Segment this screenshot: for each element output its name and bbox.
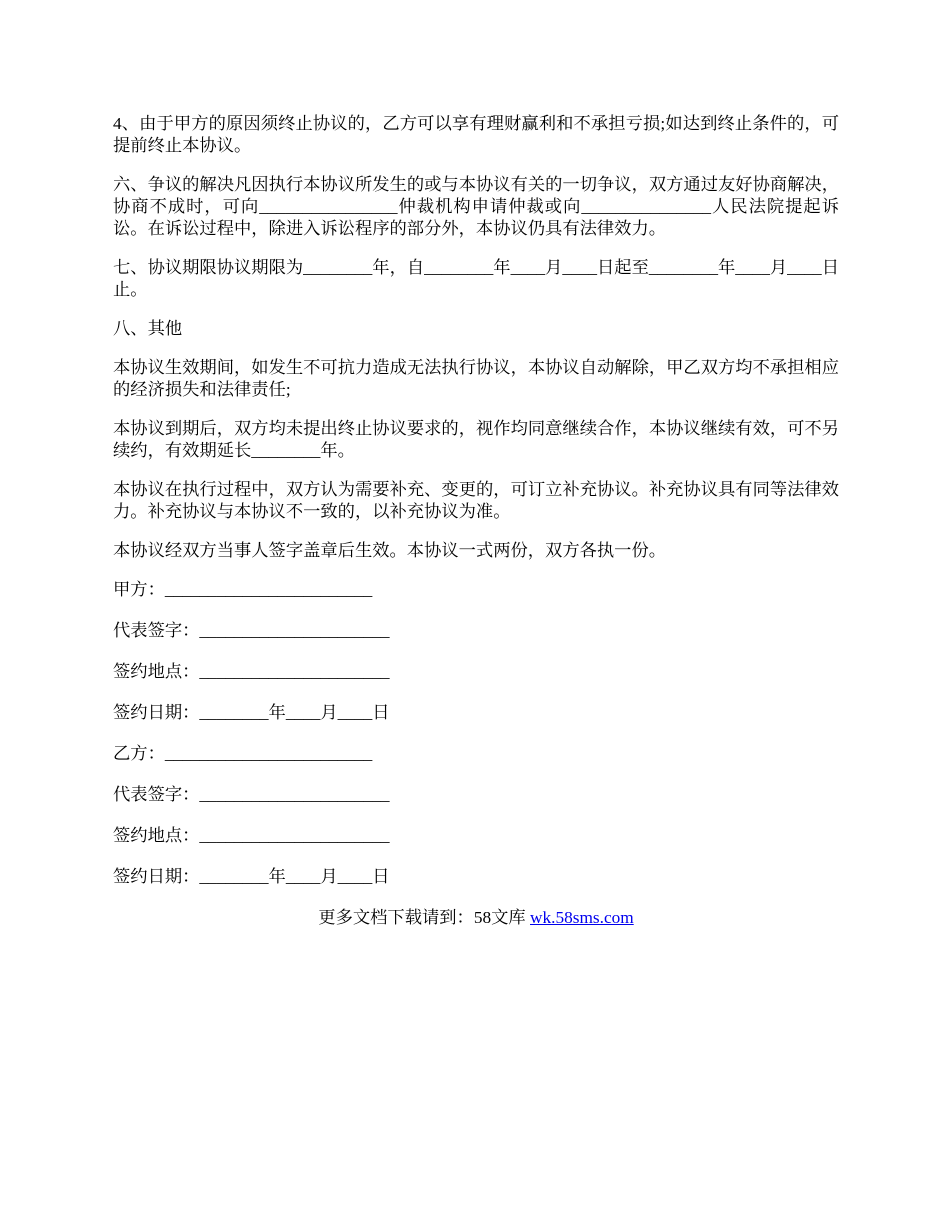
footer [113, 907, 839, 929]
paragraph-supplement: 本协议在执行过程中，双方认为需要补充、变更的，可订立补充协议。补充协议具有同等法律效力。补充协议与本协议不一致的，以补充协议为准。 [113, 480, 839, 521]
party-b-signing-place: 签约地点：______________________ [113, 826, 390, 845]
party-a-signing-date: 签约日期：________年____月____日 [113, 703, 390, 722]
paragraph-effective: 本协议经双方当事人签字盖章后生效。本协议一式两份，双方各执一份。 [113, 541, 667, 560]
party-a-signing-place: 签约地点：______________________ [113, 662, 390, 681]
paragraph-agreement-term: 七、协议期限协议期限为________年，自________年____月____日起至________年____月____日止。 [113, 258, 839, 299]
paragraph-termination: 4、由于甲方的原因须终止协议的，乙方可以享有理财赢利和不承担亏损;如达到终止条件的，可提前终止本协议。 [113, 114, 839, 155]
paragraph-dispute-resolution: 六、争议的解决凡因执行本协议所发生的或与本协议有关的一切争议，双方通过友好协商解决，协商不成时，可向________________仲裁机构申请仲裁或向_______________人民法院提起诉讼。在诉讼过程中，除进入诉讼程序的部分外，本协议仍具有法律效力。 [113, 175, 839, 238]
footer-text: 更多文档下载请到：58文库 [318, 908, 526, 927]
document-body [113, 113, 839, 929]
paragraph-renewal: 本协议到期后，双方均未提出终止协议要求的，视作均同意继续合作，本协议继续有效，可不另续约，有效期延长________年。 [113, 419, 839, 460]
party-a-representative-signature: 代表签字：______________________ [113, 621, 390, 640]
party-b-signing-date: 签约日期：________年____月____日 [113, 867, 390, 886]
section-heading-other: 八、其他 [113, 319, 183, 338]
party-b-representative-signature: 代表签字：______________________ [113, 785, 390, 804]
paragraph-force-majeure: 本协议生效期间，如发生不可抗力造成无法执行协议，本协议自动解除，甲乙双方均不承担相应的经济损失和法律责任; [113, 358, 839, 399]
footer-link[interactable]: wk.58sms.com [530, 908, 634, 927]
party-a-line: 甲方：________________________ [113, 580, 373, 599]
party-b-line: 乙方：________________________ [113, 744, 373, 763]
